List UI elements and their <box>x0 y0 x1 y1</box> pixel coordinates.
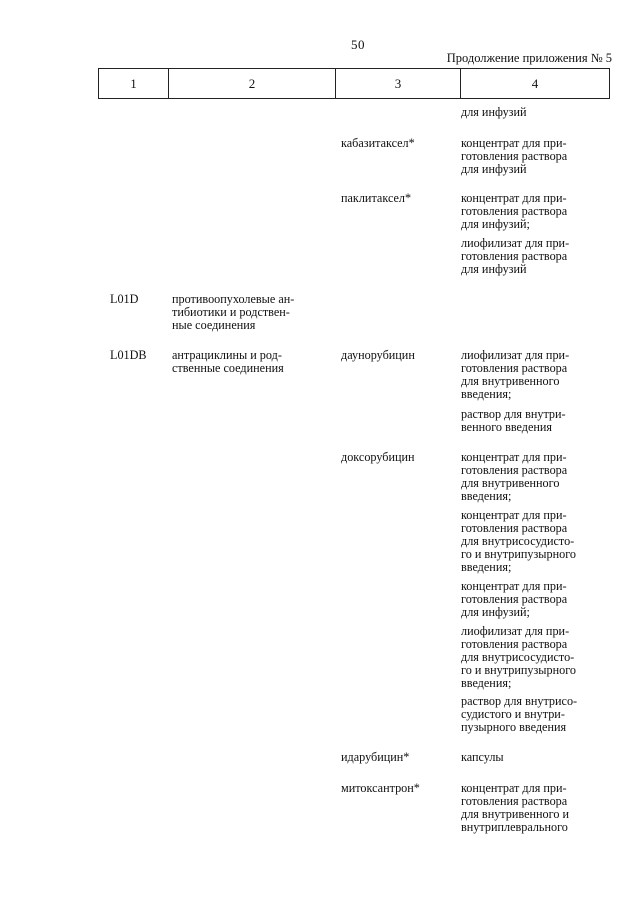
table-header <box>98 68 610 99</box>
form-text: концентрат для при- готовления раствора для внутривенного введения; <box>461 450 568 503</box>
group-name: антрациклины и род- ственные соединения <box>172 348 284 375</box>
drug-name: паклитаксел* <box>341 191 412 205</box>
drug-name: идарубицин* <box>341 750 410 764</box>
group-name: противоопухолевые ан- тибиотики и родствен- ные соединения <box>172 292 295 332</box>
form-text: раствор для внутри- венного введения <box>461 407 566 434</box>
form-text: концентрат для при- готовления раствора для инфузий; <box>461 191 568 231</box>
drug-name: доксорубицин <box>341 450 415 464</box>
form-text: концентрат для при- готовления раствора для внутрисосудисто- го и внутрипузырного введения; <box>461 508 576 574</box>
form-text: лиофилизат для при- готовления раствора для внутрисосудисто- го и внутрипузырного введения; <box>461 624 576 690</box>
page-number: 50 <box>351 37 365 52</box>
form-text: концентрат для при- готовления раствора для инфузий <box>461 136 568 176</box>
column-header-2: 2 <box>169 69 336 98</box>
atc-code: L01D <box>110 292 139 306</box>
form-text: лиофилизат для при- готовления раствора для инфузий <box>461 236 570 276</box>
appendix-note: Продолжение приложения № 5 <box>446 51 612 65</box>
column-header-3: 3 <box>336 69 461 98</box>
form-text: концентрат для при- готовления раствора для внутривенного и внутриплеврального <box>461 781 569 834</box>
form-text: лиофилизат для при- готовления раствора для внутривенного введения; <box>461 348 570 401</box>
form-text: для инфузий <box>461 105 527 119</box>
form-text: концентрат для при- готовления раствора для инфузий; <box>461 579 568 619</box>
form-text: раствор для внутрисо- судистого и внутри- пузырного введения <box>461 694 578 734</box>
drug-name: митоксантрон* <box>341 781 420 795</box>
column-header-4: 4 <box>531 75 539 91</box>
column-header-1: 1 <box>99 69 169 98</box>
drug-name: кабазитаксел* <box>341 136 415 150</box>
form-text: капсулы <box>461 750 504 764</box>
atc-code: L01DB <box>110 348 147 362</box>
drug-name: даунорубицин <box>341 348 415 362</box>
